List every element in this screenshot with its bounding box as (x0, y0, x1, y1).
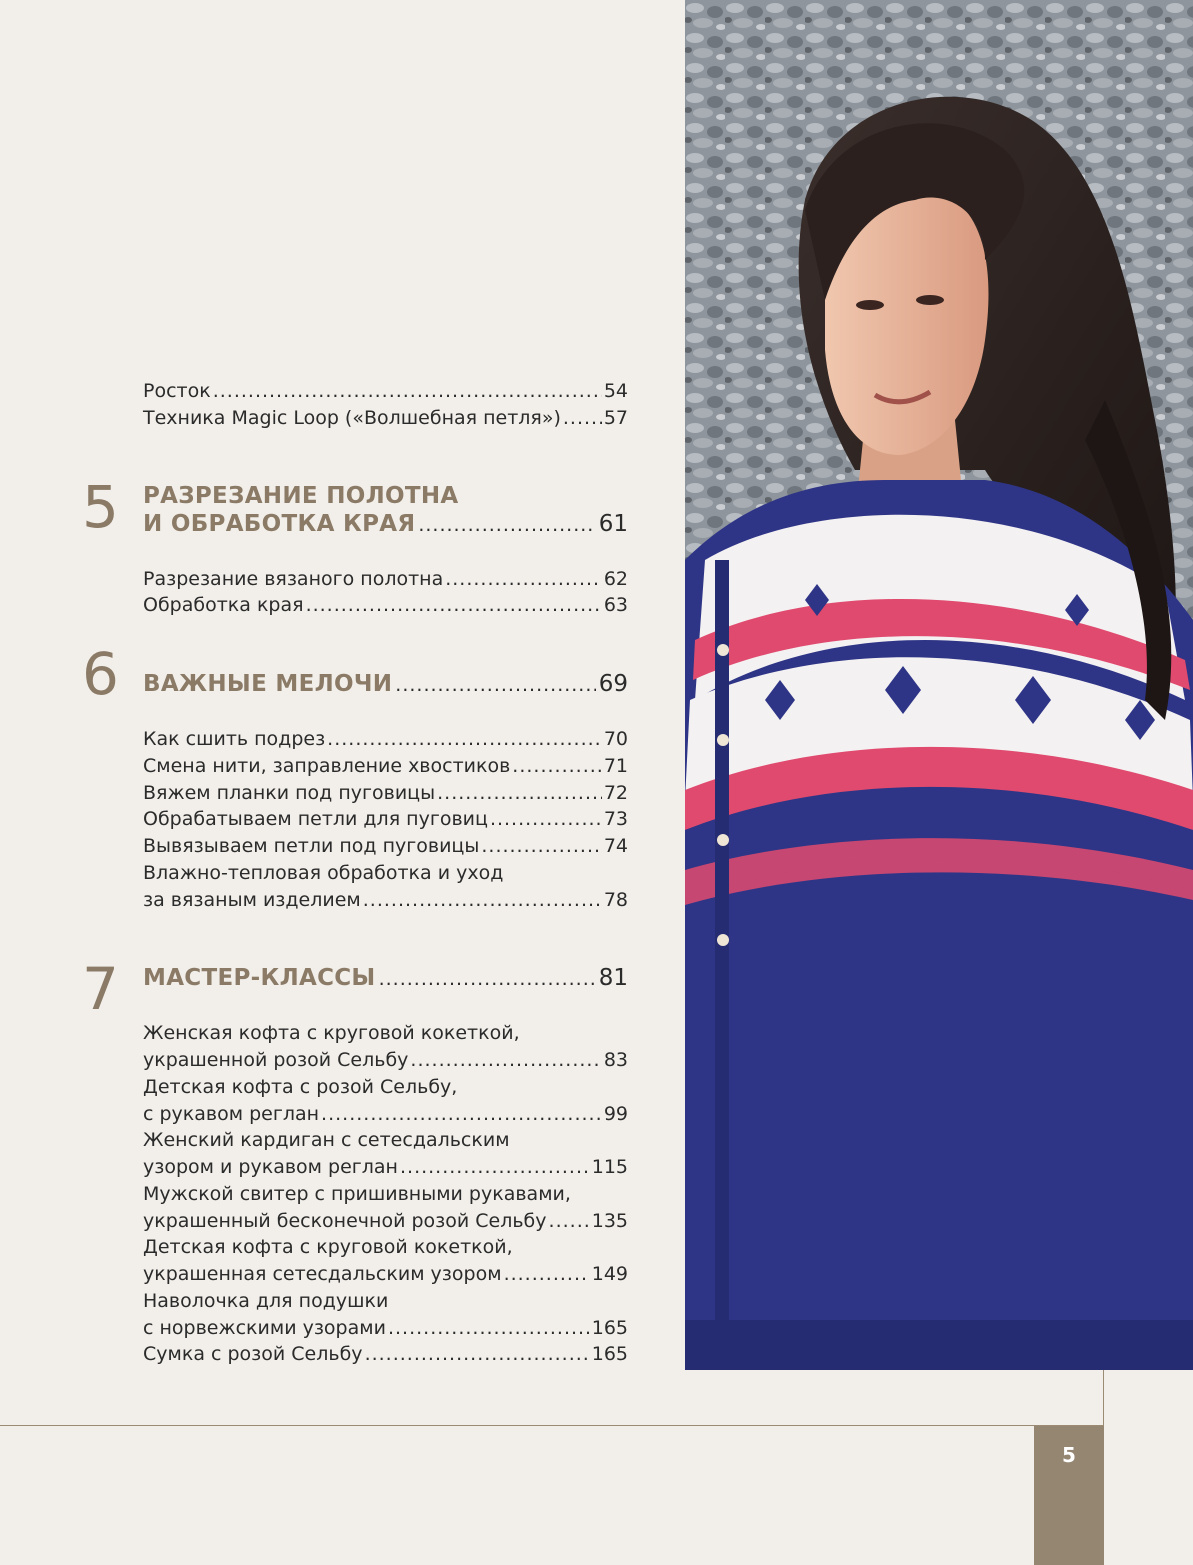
toc-entry[interactable]: с норвежскими узорами ..... 165 (143, 1315, 628, 1341)
chapter-number: 7 (82, 955, 119, 1023)
leader-dots (445, 566, 602, 592)
toc-entry[interactable]: Вяжем планки под пуговицы ..... 72 (143, 780, 628, 806)
chapter-title-line[interactable]: ВАЖНЫЕ МЕЛОЧИ ..... 69 (143, 670, 628, 699)
toc-entry[interactable]: Росток ..... 54 (143, 378, 628, 404)
chapter-title-line[interactable]: И ОБРАБОТКА КРАЯ ..... 61 (143, 510, 628, 539)
footer-rule (0, 1425, 1104, 1426)
leader-dots (481, 833, 601, 859)
toc-entry-line1[interactable]: Мужской свитер с пришивными рукавами, (143, 1183, 571, 1205)
page-number: 5 (1062, 1443, 1076, 1467)
chapter-number: 5 (82, 473, 119, 541)
footer-vertical-rule (1103, 1370, 1104, 1426)
chapter-number: 6 (82, 640, 119, 708)
leader-dots (213, 378, 602, 404)
leader-dots (512, 753, 602, 779)
photo-woman-knitted-cardigan (685, 0, 1193, 1370)
toc-entry[interactable]: Вывязываем петли под пуговицы ..... 74 (143, 833, 628, 859)
toc-entry[interactable]: за вязаным изделием ..... 78 (143, 887, 628, 913)
toc-entry[interactable]: украшенной розой Сельбу ..... 83 (143, 1047, 628, 1073)
leader-dots (504, 1261, 590, 1287)
toc-entry[interactable]: Сумка с розой Сельбу ..... 165 (143, 1341, 628, 1367)
leader-dots (365, 1341, 590, 1367)
toc-entry[interactable]: Техника Magic Loop («Волшебная петля») ..... 57 (143, 405, 628, 431)
leader-dots (379, 965, 596, 993)
leader-dots (321, 1101, 602, 1127)
toc-entry[interactable]: Обрабатываем петли для пуговиц ..... 73 (143, 806, 628, 832)
toc-entry[interactable]: Как сшить подрез ..... 70 (143, 726, 628, 752)
toc-entry-line1[interactable]: Детская кофта с круговой кокеткой, (143, 1236, 513, 1258)
leader-dots (418, 511, 595, 539)
leader-dots (388, 1315, 590, 1341)
chapter-title-line[interactable]: МАСТЕР-КЛАССЫ ..... 81 (143, 964, 628, 993)
leader-dots (490, 806, 602, 832)
toc-entry-line1[interactable]: Женская кофта с круговой кокеткой, (143, 1022, 520, 1044)
leader-dots (395, 671, 595, 699)
toc-entry[interactable]: Разрезание вязаного полотна ..... 62 (143, 566, 628, 592)
toc-entry-line1[interactable]: Влажно-тепловая обработка и уход (143, 862, 504, 884)
toc-entry[interactable]: Обработка края ..... 63 (143, 592, 628, 618)
leader-dots (400, 1154, 590, 1180)
leader-dots (549, 1208, 590, 1234)
leader-dots (363, 887, 602, 913)
leader-dots (563, 405, 602, 431)
chapter-title[interactable]: РАЗРЕЗАНИЕ ПОЛОТНА (143, 483, 459, 509)
leader-dots (437, 780, 602, 806)
page-number-box (1034, 1426, 1104, 1565)
toc-entry-line1[interactable]: Женский кардиган с сетесдальским (143, 1129, 510, 1151)
toc-entry[interactable]: с рукавом реглан ..... 99 (143, 1101, 628, 1127)
toc-entry-line1[interactable]: Детская кофта с розой Сельбу, (143, 1076, 458, 1098)
toc-entry[interactable]: украшенная сетесдальским узором ..... 149 (143, 1261, 628, 1287)
leader-dots (306, 592, 602, 618)
leader-dots (327, 726, 602, 752)
toc-entry-line1[interactable]: Наволочка для подушки (143, 1290, 389, 1312)
leader-dots (410, 1047, 601, 1073)
toc-entry[interactable]: Смена нити, заправление хвостиков ..... 71 (143, 753, 628, 779)
toc-entry[interactable]: украшенный бесконечной розой Сельбу ..... 135 (143, 1208, 628, 1234)
toc-entry[interactable]: узором и рукавом реглан ..... 115 (143, 1154, 628, 1180)
